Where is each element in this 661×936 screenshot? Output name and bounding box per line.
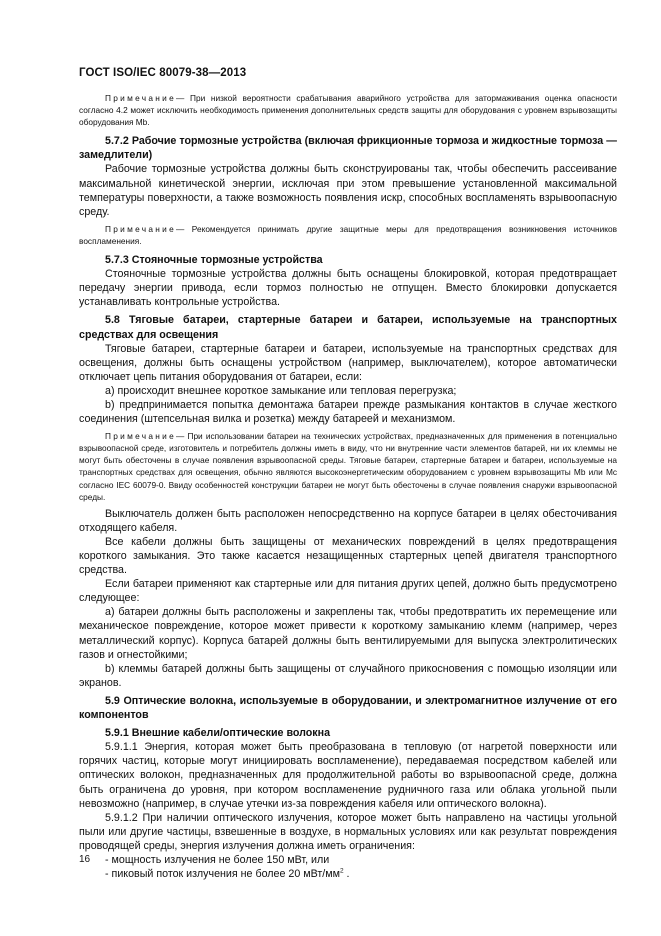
paragraph: Все кабели должны быть защищены от механических повреждений в целях предотвращения короткого замыкания. Это также касается незащищенных стартерных цепей двигателя транспортного средства. <box>79 535 617 577</box>
page-content <box>79 92 617 881</box>
note-paragraph: Примечание— При использовании батареи на технических устройствах, предназначенных для применения в потенциально взрывоопасной среде, изготовитель и потребитель должны иметь в виду, что ни внутренние части элементов батарей, ни их клеммы не могут быть обесточены в случае появления взрывоопасной среды. Тяговые батареи, стартерные батареи и батареи, используемые на транспортных средствах для освещения, обычно являются высокоэнергетическим оборудованием с уровнем взрывозащиты Mb или Mc согласно IEC 60079-0. Ввиду особенностей конструкции батареи не могут быть обесточены в случае появления снаружи взрывоопасной среды. <box>79 431 617 502</box>
list-item: а) батареи должны быть расположены и закреплены так, чтобы предотвратить их перемещение или механическое повреждение, которое может привести к короткому замыканию клемм (например, через металлический корпус). Корпуса батарей должны быть вентилируемыми для выпуска электролитических газов и огнестойкими; <box>79 606 617 661</box>
note-label: Примечание <box>105 223 177 234</box>
list-item: - пиковый поток излучения не более 20 мВт/$мм^2$ . <box>105 867 350 881</box>
paragraph: 5.9.1.2 При наличии оптического излучения, которое может быть направлено на частицы угольной пыли или другие частицы, взвешенные в воздухе, в нормальных условиях или как результат повреждения проводящей среды, энергия излучения должна иметь ограничения: <box>79 811 617 852</box>
note-label: Примечание <box>105 431 177 442</box>
superscript: 2 <box>339 867 344 875</box>
section-heading-5-7-3: 5.7.3 Стояночные тормозные устройства <box>105 254 323 267</box>
list-item: b) предпринимается попытка демонтажа батареи прежде размыкания контактов в случае жесткого соединения (штепсельная вилка и розетка) между батареей и механизмом. <box>79 398 617 426</box>
list-item: а) происходит внешнее короткое замыкание или тепловая перегрузка; <box>105 384 457 397</box>
paragraph: Тяговые батареи, стартерные батареи и батареи, используемые на транспортных средствах для освещения, должны быть оснащены устройством (например, выключателем), которое автоматически отключает цепь питания оборудования от батареи, если: <box>79 342 617 383</box>
section-heading-5-7-2: 5.7.2 Рабочие тормозные устройства (включая фрикционные тормоза и жидкостные тормоза — замедлители) <box>79 135 617 162</box>
note-paragraph: Примечание— При низкой вероятности срабатывания аварийного устройства для затормаживания оценка опасности согласно 4.2 может исключить необходимость применения дополнительных средств защиты для оборудования с уровнем взрывозащиты оборудования Mb. <box>79 93 617 128</box>
standard-header: ГОСТ ISO/IEC 80079-38—2013 <box>79 67 247 79</box>
list-item: b) клеммы батарей должны быть защищены от случайного прикосновения с помощью изоляции или экранов. <box>79 662 617 689</box>
paragraph: Выключатель должен быть расположен непосредственно на корпусе батареи в целях обесточивания отходящего кабеля. <box>79 507 617 534</box>
paragraph: Рабочие тормозные устройства должны быть сконструированы так, чтобы обеспечить рассеивание максимальной кинетической энергии, исключая при этом превышение установленной максимальной температуры поверхности, а также возможность появления искр, способных воспламенять взрывоопасную среду. <box>79 163 617 218</box>
paragraph: Если батареи применяют как стартерные или для питания других цепей, должно быть предусмотрено следующее: <box>79 578 617 605</box>
paragraph: Стояночные тормозные устройства должны быть оснащены блокировкой, которая предотвращает передачу энергии привода, если тормоз полностью не отпущен. Вместо блокировки допускается устанавливать контрольные устройства. <box>79 268 617 309</box>
section-heading-5-9-1: 5.9.1 Внешние кабели/оптические волокна <box>105 727 331 740</box>
list-item: - мощность излучения не более 150 мВт, или <box>105 853 330 866</box>
note-label: Примечание <box>105 93 177 103</box>
section-heading-5-8: 5.8 Тяговые батареи, стартерные батареи и батареи, используемые на транспортных средствах для освещения <box>79 314 617 341</box>
note-paragraph: Примечание— Рекомендуется принимать другие защитные меры для предотвращения возникновения источников воспламенения. <box>79 223 617 246</box>
section-heading-5-9: 5.9 Оптические волокна, используемые в оборудовании, и электромагнитное излучение от его компонентов <box>79 694 617 722</box>
paragraph: 5.9.1.1 Энергия, которая может быть преобразована в тепловую (от нагретой поверхности или горячих частиц, которые могут инициировать воспламенение), передаваемая посредством кабелей или оптических волокон, предназначенных для продолжительной работы во взрывоопасной среде, должна быть ограничена до уровня, при котором воспламенение рудничного газа или облака угольной пыли невозможно (например, в случае утечки из-за повреждения кабеля или оптического волокна). <box>79 741 617 810</box>
page-number: 16 <box>79 854 91 865</box>
